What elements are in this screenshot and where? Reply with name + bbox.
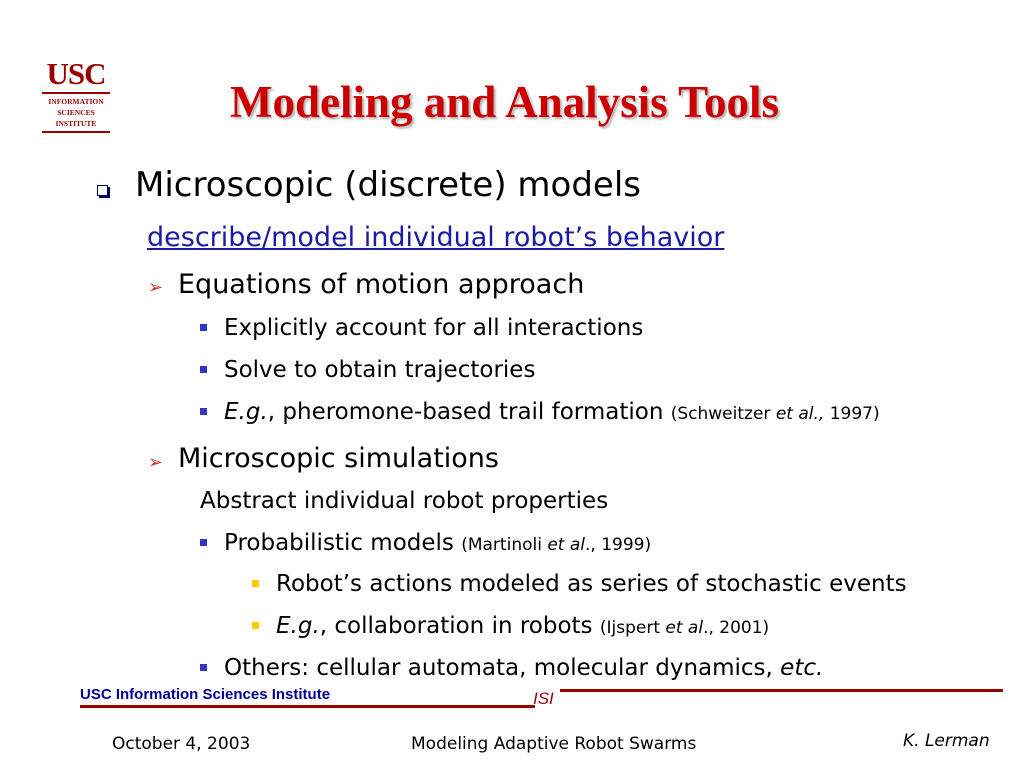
bullet-microscopic-simulations: Microscopic simulations — [178, 443, 499, 474]
citation-martinoli — [461, 535, 651, 555]
cite-pre: (Martinoli — [461, 535, 548, 555]
slide-title: Modeling and Analysis Tools — [230, 77, 779, 127]
logo-usc-text: USC — [46, 56, 106, 91]
footer-rule-left — [80, 705, 535, 708]
cite-em: et al — [547, 535, 586, 555]
logo-line-2: SCIENCES — [57, 108, 95, 117]
footer-isi: ISI — [533, 689, 554, 708]
logo-rule-bottom — [42, 131, 110, 133]
footer-author: K. Lerman — [903, 731, 990, 751]
cite-em: et al., — [775, 404, 825, 424]
cite-post: ., 1999) — [585, 535, 652, 555]
square-bullet-icon — [200, 366, 207, 373]
yellow-square-bullet-icon — [252, 622, 259, 629]
cite-pre: (Ijspert — [599, 618, 666, 638]
hollow-square-bullet-icon — [97, 185, 108, 196]
logo-line-1: INFORMATION — [48, 97, 104, 106]
pheromone-text: , pheromone-based trail formation — [267, 399, 671, 425]
bullet-microscopic-models: Microscopic (discrete) models — [135, 165, 641, 205]
bullet-solve-trajectories: Solve to obtain trajectories — [224, 357, 536, 383]
others-text: Others: cellular automata, molecular dynamics, — [224, 655, 781, 681]
eg-text: E.g. — [224, 399, 268, 425]
logo-rule-top — [42, 92, 110, 94]
cite-post: 1997) — [824, 404, 880, 424]
footer-institute: USC Information Sciences Institute — [80, 686, 331, 703]
citation-ijspert — [600, 618, 769, 638]
arrow-bullet-icon: ➢ — [148, 277, 164, 298]
footer-talk-title: Modeling Adaptive Robot Swarms — [411, 734, 697, 754]
bullet-others — [224, 655, 823, 681]
square-bullet-icon — [200, 539, 207, 546]
abstract-properties-text: Abstract individual robot properties — [200, 488, 609, 514]
logo-line-3: INSTITUTE — [55, 119, 97, 128]
etc-text: etc. — [780, 655, 824, 681]
eg-text: E.g. — [276, 613, 320, 639]
yellow-square-bullet-icon — [252, 580, 259, 587]
footer-rule-right — [560, 689, 1003, 692]
citation-schweitzer — [671, 404, 880, 424]
cite-em: et al — [665, 618, 704, 638]
cite-pre: (Schweitzer — [670, 404, 776, 424]
square-bullet-icon — [200, 324, 207, 331]
square-bullet-icon — [200, 408, 207, 415]
bullet-probabilistic-models — [224, 530, 651, 556]
bullet-collaboration — [276, 613, 769, 639]
bullet-explicitly-account: Explicitly account for all interactions — [224, 315, 644, 341]
footer-date: October 4, 2003 — [112, 734, 251, 754]
subtitle-link[interactable]: describe/model individual robot’s behavior — [147, 222, 725, 253]
collaboration-text: , collaboration in robots — [319, 613, 600, 639]
probabilistic-text: Probabilistic models — [224, 530, 462, 556]
cite-post: ., 2001) — [703, 618, 770, 638]
bullet-stochastic-events: Robot’s actions modeled as series of stochastic events — [276, 571, 907, 597]
bullet-pheromone-trail — [224, 399, 880, 425]
square-bullet-icon — [200, 664, 207, 671]
arrow-bullet-icon: ➢ — [148, 452, 164, 473]
usc-isi-logo — [40, 58, 112, 138]
bullet-equations-of-motion: Equations of motion approach — [178, 269, 585, 300]
